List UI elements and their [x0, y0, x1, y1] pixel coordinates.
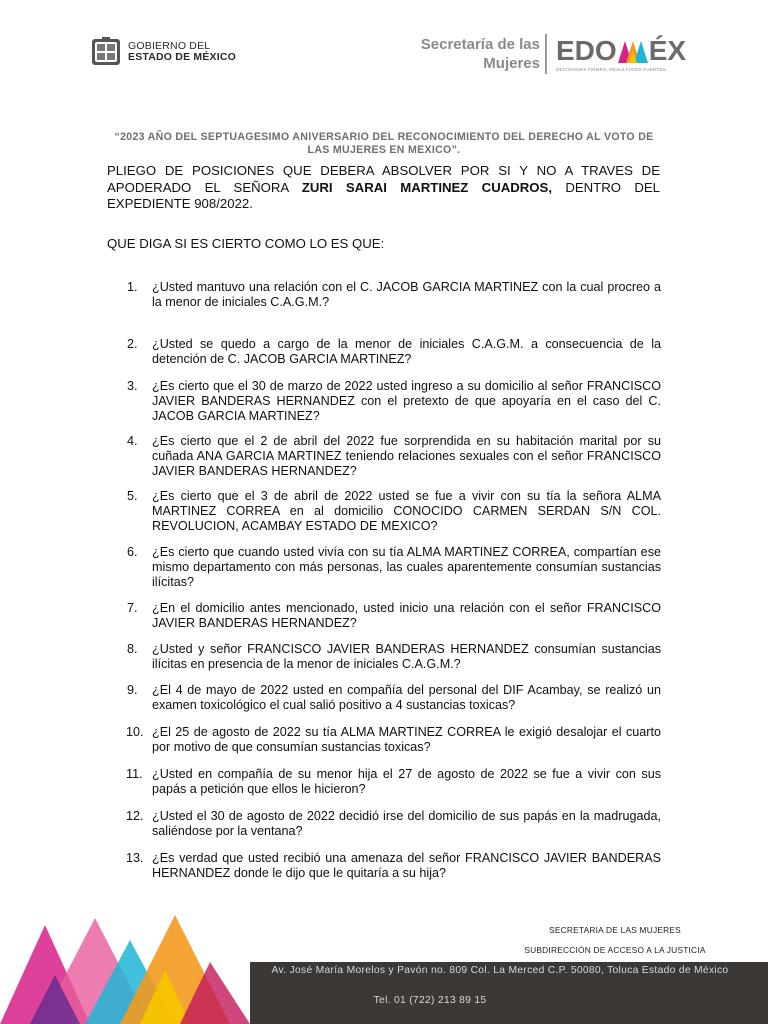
footer-subdireccion-label: SUBDIRECCIÓN DE ACCESO A LA JUSTICIA [524, 945, 706, 955]
edomex-m-chevron-icon [618, 39, 648, 63]
document-motto: “2023 AÑO DEL SEPTUAGESIMO ANIVERSARIO DEL RECONOCIMIENTO DEL DERECHO AL VOTO DE LAS MUJERES EN MEXICO”. [114, 131, 654, 156]
secretaria-line1: Secretaría de las [420, 36, 540, 53]
secretaria-title [421, 35, 540, 73]
question-text: ¿Usted mantuvo una relación con el C. JACOB GARCIA MARTINEZ con la cual procreo a la menor de iniciales C.A.G.M.? [152, 280, 661, 309]
question-text: ¿En el domicilio antes mencionado, usted inicio una relación con el señor FRANCISCO JAVIER BANDERAS HERNANDEZ? [152, 601, 661, 630]
question-heading: QUE DIGA SI ES CIERTO COMO LO ES QUE: [107, 236, 385, 251]
footer-triangles-decoration [0, 900, 270, 1024]
question-number: 7. [127, 601, 138, 615]
question-number: 13. [126, 851, 144, 865]
question-number: 2. [127, 337, 138, 351]
question-text: ¿El 4 de mayo de 2022 usted en compañía del personal del DIF Acambay, se realizó un examen toxicológico el cual salió positivo a 4 sustancias toxicas? [152, 683, 661, 712]
question-text: ¿Usted y señor FRANCISCO JAVIER BANDERAS HERNANDEZ consumían sustancias ilícitas en presencia de la menor de iniciales C.A.G.M.? [152, 642, 661, 671]
secretaria-line2: Mujeres [483, 55, 540, 72]
footer-secretaria-label: SECRETARIA DE LAS MUJERES [549, 925, 681, 935]
gov-line2: ESTADO DE MÉXICO [128, 51, 237, 63]
question-text: ¿Es cierto que cuando usted vivía con su tía ALMA MARTINEZ CORREA, compartían ese mismo departamento con más personas, las cuales aparentemente consumían sustancias ilícitas? [152, 545, 661, 589]
question-text: ¿Es verdad que usted recibió una amenaza del señor FRANCISCO JAVIER BANDERAS HERNANDEZ donde le dijo que le quitaría a su hija? [152, 851, 661, 880]
question-text: ¿Usted el 30 de agosto de 2022 decidió irse del domicilio de sus papás en la madrugada, saliéndose por la ventana? [152, 809, 661, 838]
question-number: 8. [127, 642, 138, 656]
question-number: 4. [127, 434, 138, 448]
question-text: ¿Es cierto que el 30 de marzo de 2022 usted ingreso a su domicilio al señor FRANCISCO JAVIER BANDERAS HERNANDEZ con el pretexto de que apoyaría en el caso del C. JACOB GARCIA MARTINEZ? [152, 379, 661, 423]
edomex-tagline: DECISIONES FIRMES, RESULTADOS FUERTES. [556, 67, 668, 72]
edomex-logo [556, 36, 686, 72]
state-seal-icon [90, 36, 122, 68]
deponent-name: ZURI SARAI MARTINEZ CUADROS, [301, 179, 553, 195]
footer-labels [500, 925, 730, 965]
question-number: 1. [127, 280, 138, 294]
question-number: 10. [126, 725, 144, 739]
question-text: ¿Usted se quedo a cargo de la menor de iniciales C.A.G.M. a consecuencia de la detención de C. JACOB GARCIA MARTINEZ? [152, 337, 661, 366]
edomex-prefix: EDO [556, 35, 617, 66]
gov-line1: GOBIERNO DEL [128, 40, 211, 52]
intro-paragraph [107, 163, 660, 213]
footer-telephone: Tel. 01 (722) 213 89 15 [373, 995, 487, 1006]
question-number: 3. [127, 379, 138, 393]
question-number: 12. [126, 809, 144, 823]
footer-address: Av. José María Morelos y Pavón no. 809 Col. La Merced C.P. 50080, Toluca Estado de México [271, 965, 729, 976]
edomex-suffix: ÉX [648, 35, 687, 66]
intro-before: PLIEGO DE POSICIONES QUE DEBERA ABSOLVER POR SI Y NO A TRAVES DE APODERADO EL SEÑORA [107, 163, 660, 195]
question-number: 11. [126, 767, 143, 781]
gobierno-logo [90, 36, 236, 68]
header-divider [545, 34, 547, 74]
question-number: 6. [127, 545, 138, 559]
question-text: ¿El 25 de agosto de 2022 su tía ALMA MARTINEZ CORREA le exigió desalojar el cuarto por motivo de que consumían sustancias toxicas? [152, 725, 661, 754]
footer-address-bar [250, 962, 768, 1024]
question-number: 9. [127, 683, 138, 697]
question-text: ¿Usted en compañía de su menor hija el 27 de agosto de 2022 se fue a vivir con sus papás a petición que ellos le hicieron? [152, 767, 661, 796]
intro-after: DENTRO DEL EXPEDIENTE 908/2022. [107, 179, 660, 211]
question-text: ¿Es cierto que el 2 de abril del 2022 fue sorprendida en su habitación marital por su cuñada ANA GARCIA MARTINEZ teniendo relaciones sexuales con el señor FRANCISCO JAVIER BANDERAS HERNANDEZ? [152, 434, 661, 478]
question-number: 5. [127, 489, 138, 503]
question-text: ¿Es cierto que el 3 de abril de 2022 usted se fue a vivir con su tía la señora ALMA MARTINEZ CORREA en al domicilio CONOCIDO CARMEN SERDAN S/N COL. REVOLUCION, ACAMBAY ESTADO DE MEXICO? [152, 489, 661, 533]
